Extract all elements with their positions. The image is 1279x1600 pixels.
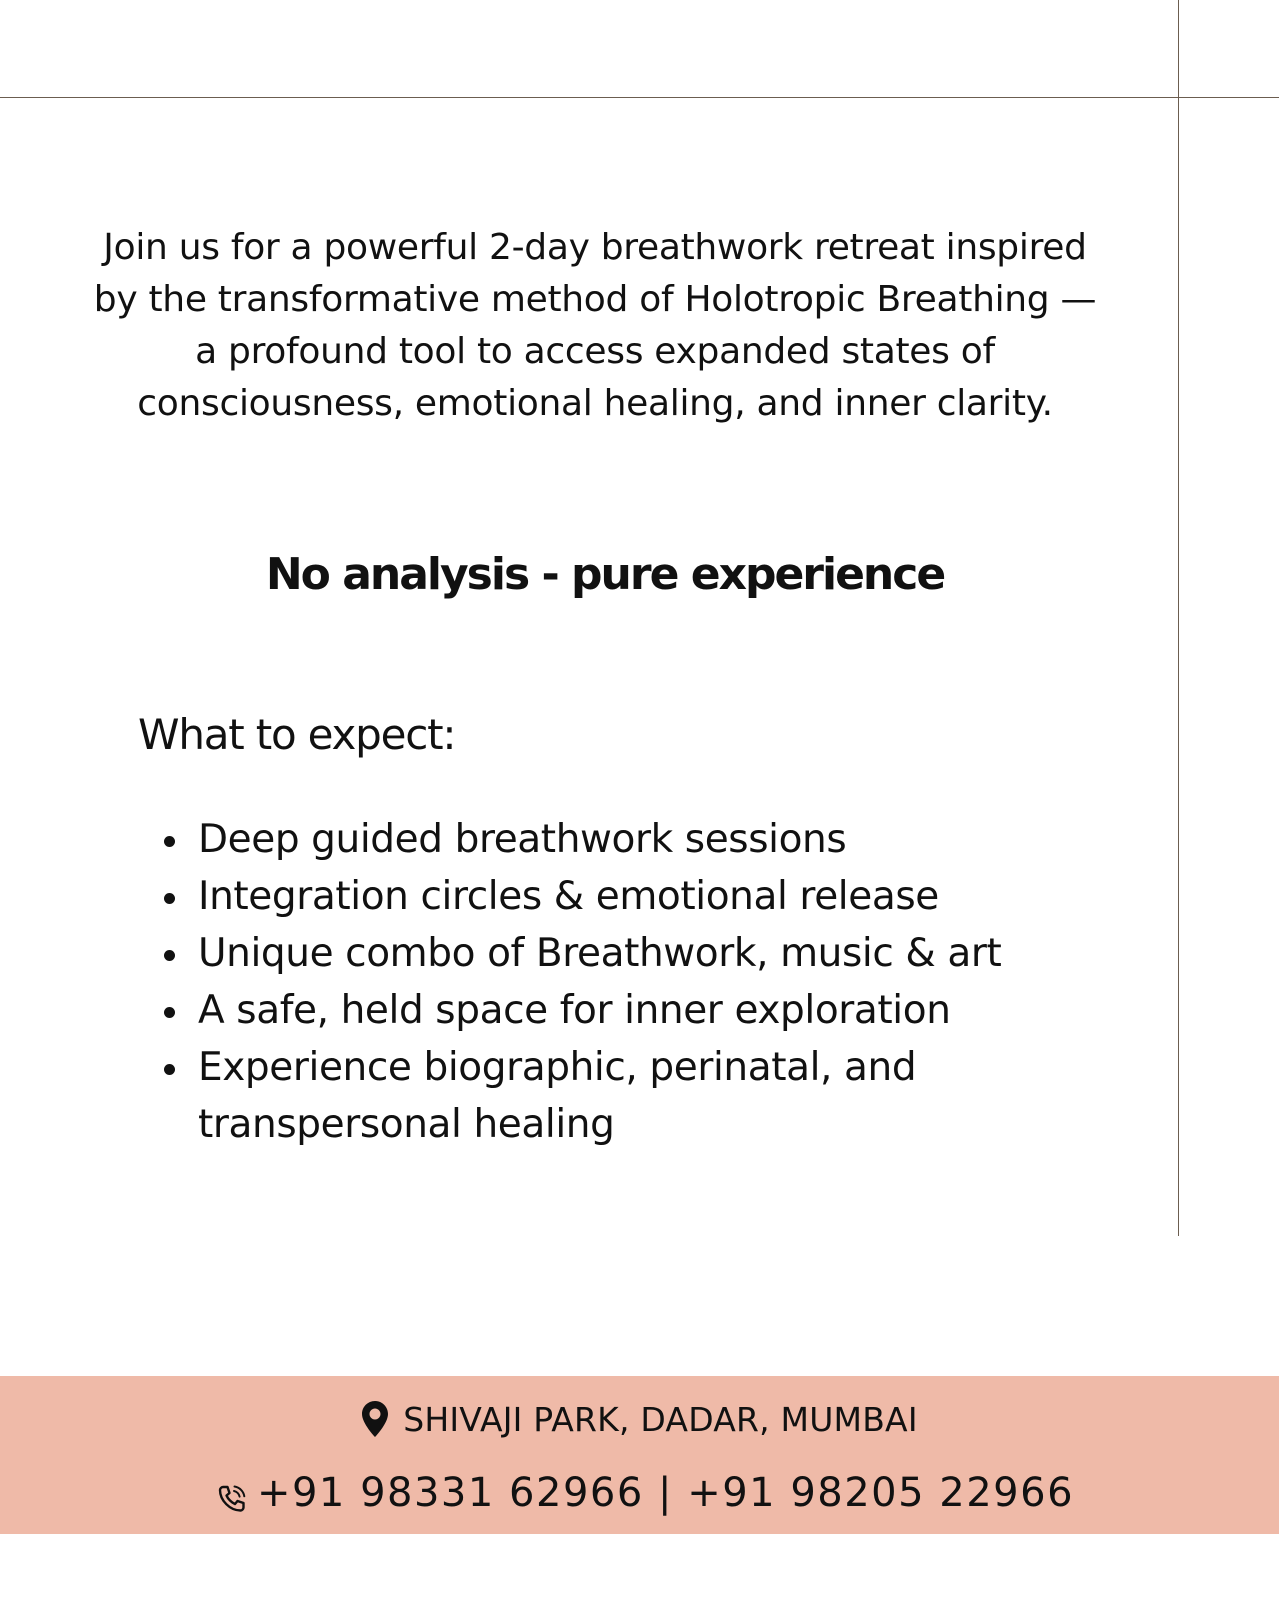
list-item-text: Experience biographic, perinatal, and transpersonal healing [198, 1045, 917, 1147]
phone-row [0, 1467, 1279, 1519]
list-item [158, 982, 1058, 1039]
bullet-icon [164, 1064, 175, 1075]
bullet-icon [164, 950, 175, 961]
top-divider-line [0, 97, 1279, 98]
expect-list [158, 811, 1058, 1153]
tagline-heading: No analysis - pure experience [265, 549, 945, 600]
bullet-icon [164, 836, 175, 847]
list-item-text: A safe, held space for inner exploration [198, 988, 951, 1033]
bullet-icon [164, 893, 175, 904]
map-pin-icon [361, 1400, 389, 1438]
list-item [158, 1039, 1058, 1153]
address-text: SHIVAJI PARK, DADAR, MUMBAI [403, 1399, 918, 1439]
list-item [158, 925, 1058, 982]
phone-numbers-text: +91 98331 62966 | +91 98205 22966 [256, 1470, 1075, 1516]
list-item-text: Integration circles & emotional release [198, 874, 939, 919]
list-item-text: Deep guided breathwork sessions [198, 817, 847, 862]
bullet-icon [164, 1007, 175, 1018]
list-item [158, 811, 1058, 868]
list-item-text: Unique combo of Breathwork, music & art [198, 931, 1002, 976]
expect-heading: What to expect: [138, 710, 456, 759]
contact-footer [0, 1376, 1279, 1534]
phone-icon [217, 1478, 247, 1508]
right-divider-line [1178, 0, 1179, 1236]
list-item [158, 868, 1058, 925]
intro-paragraph: Join us for a powerful 2-day breathwork retreat inspired by the transformative method of Holotropic Breathing — a profound tool to access expanded states of consciousness, emotional healing, and inner clarity. [93, 227, 1097, 424]
address-row [0, 1396, 1279, 1442]
